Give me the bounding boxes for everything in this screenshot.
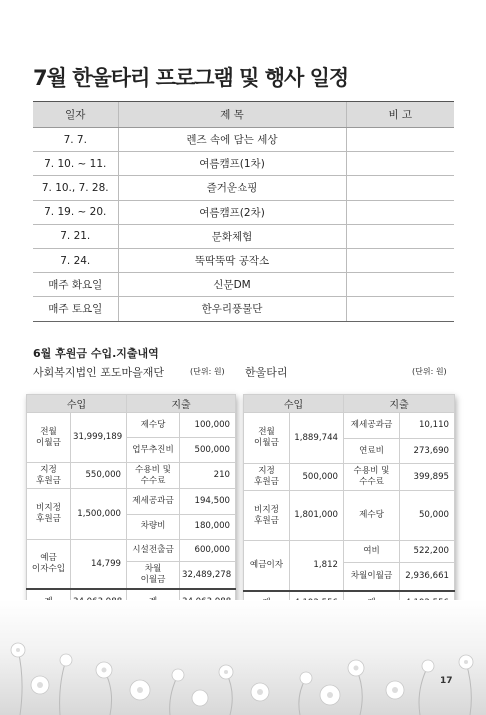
schedule-header-date: 일자 [33,102,118,128]
schedule-note [346,224,454,248]
right-income-header: 수입 [244,395,344,413]
right-finance-table [243,394,455,617]
schedule-title: 렌즈 속에 담는 세상 [118,128,346,152]
right-expense-value: 273,690 [400,439,455,464]
left-expense-value: 100,000 [180,413,236,438]
right-expense-label: 제세공과금 [344,413,400,439]
schedule-date: 7. 10., 7. 28. [33,176,118,200]
left-expense-label: 차량비 [127,514,180,539]
schedule-date: 7. 19. ~ 20. [33,200,118,224]
schedule-note [346,176,454,200]
schedule-row [33,176,454,200]
right-org-name: 한울타리 [245,366,288,379]
schedule-header-row [33,102,454,128]
right-income-label: 전월 이월금 [244,413,290,464]
schedule-title: 신문DM [118,273,346,297]
left-income-value: 31,999,189 [71,413,127,463]
schedule-header-note: 비 고 [346,102,454,128]
left-expense-value: 194,500 [180,489,236,514]
schedule-note [346,128,454,152]
schedule-title: 즐거운쇼핑 [118,176,346,200]
schedule-date: 7. 24. [33,248,118,272]
right-expense-label: 연료비 [344,439,400,464]
schedule-note [346,248,454,272]
schedule-row [33,152,454,176]
schedule-title: 한우리풍물단 [118,297,346,321]
schedule-title: 여름캠프(2차) [118,200,346,224]
left-finance-card [26,394,235,616]
right-unit-label: (단위: 원) [412,367,447,376]
schedule-note [346,297,454,321]
schedule-title: 여름캠프(1차) [118,152,346,176]
left-income-label: 비지정 후원금 [27,489,71,539]
schedule-row [33,248,454,272]
schedule-title: 뚝딱뚝딱 공작소 [118,248,346,272]
right-income-value: 1,812 [290,541,344,591]
right-income-value: 1,889,744 [290,413,344,464]
schedule-header-title: 제 목 [118,102,346,128]
right-income-value: 1,801,000 [290,491,344,541]
schedule-date: 7. 21. [33,224,118,248]
right-expense-value: 522,200 [400,541,455,563]
right-expense-value: 10,110 [400,413,455,439]
right-income-label: 지정 후원금 [244,464,290,491]
right-income-value: 500,000 [290,464,344,491]
schedule-note [346,273,454,297]
left-expense-value: 180,000 [180,514,236,539]
flower-decoration [0,600,486,715]
left-expense-value: 500,000 [180,438,236,463]
schedule-row [33,200,454,224]
schedule-date: 7. 7. [33,128,118,152]
left-expense-label: 업무추진비 [127,438,180,463]
schedule-date: 매주 토요일 [33,297,118,321]
left-income-label: 예금 이자수입 [27,539,71,589]
left-expense-value: 600,000 [180,539,236,561]
left-expense-value: 32,489,278 [180,561,236,589]
schedule-row [33,224,454,248]
right-expense-value: 399,895 [400,464,455,491]
page-number: 17 [440,676,453,686]
schedule-note [346,152,454,176]
schedule-row [33,128,454,152]
right-expense-label: 수용비 및 수수료 [344,464,400,491]
schedule-date: 7. 10. ~ 11. [33,152,118,176]
left-org-name: 사회복지법인 포도마을재단 [33,366,165,379]
left-expense-label: 제세공과금 [127,489,180,514]
right-expense-label: 제수당 [344,491,400,541]
page-title: 7월 한울타리 프로그램 및 행사 일정 [33,66,349,90]
left-expense-header: 지출 [127,395,236,413]
schedule-date: 매주 화요일 [33,273,118,297]
schedule-note [346,200,454,224]
finance-section-title: 6월 후원금 수입.지출내역 [33,347,159,360]
left-income-value: 1,500,000 [71,489,127,539]
right-expense-value: 2,936,661 [400,563,455,591]
left-expense-label: 차월 이월금 [127,561,180,589]
right-expense-label: 차월이월금 [344,563,400,591]
left-income-value: 550,000 [71,463,127,489]
right-expense-value: 50,000 [400,491,455,541]
left-income-label: 지정 후원금 [27,463,71,489]
schedule-table [33,101,454,322]
left-income-value: 14,799 [71,539,127,589]
left-expense-label: 시설전출금 [127,539,180,561]
left-finance-table [26,394,236,616]
schedule-title: 문화체험 [118,224,346,248]
schedule-row [33,273,454,297]
right-expense-label: 여비 [344,541,400,563]
left-income-label: 전월 이월금 [27,413,71,463]
right-income-label: 예금이자 [244,541,290,591]
right-income-label: 비지정 후원금 [244,491,290,541]
right-expense-header: 지출 [344,395,455,413]
left-expense-value: 210 [180,463,236,489]
left-expense-label: 수용비 및 수수료 [127,463,180,489]
left-unit-label: (단위: 원) [190,367,225,376]
schedule-row [33,297,454,321]
right-finance-card [243,394,454,616]
left-income-header: 수입 [27,395,127,413]
left-expense-label: 제수당 [127,413,180,438]
